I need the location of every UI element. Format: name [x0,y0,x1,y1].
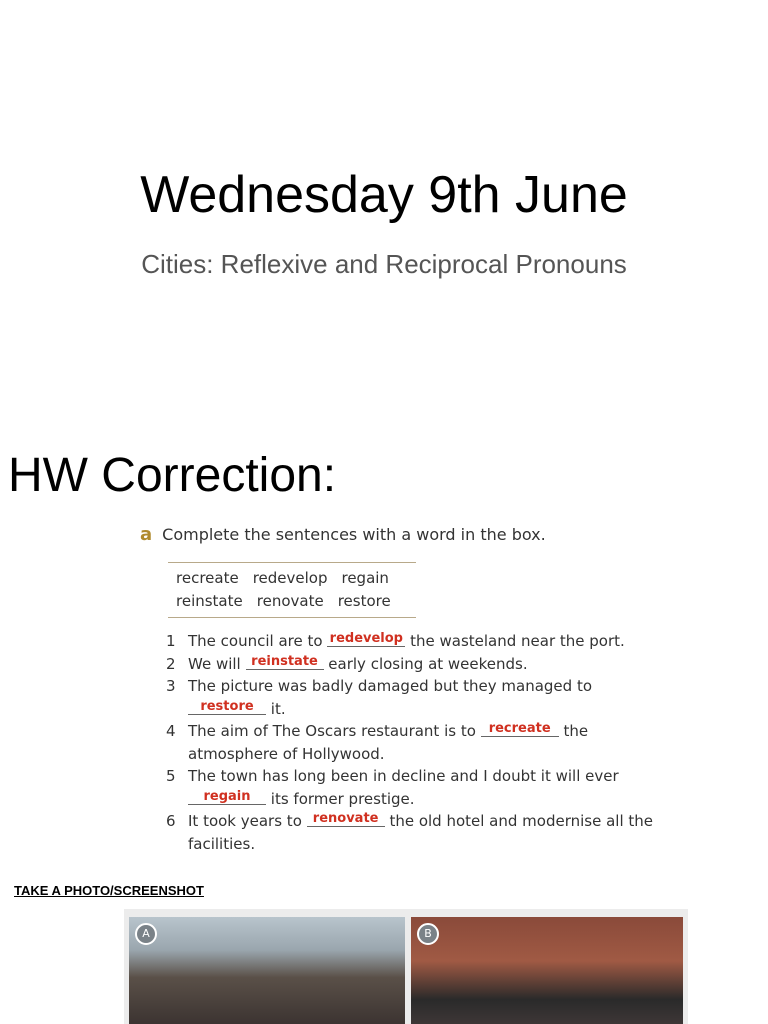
slide-subtitle: Cities: Reflexive and Reciprocal Pronouns [141,249,627,279]
sentence-before: It took years to [188,812,302,830]
word-box-row [176,567,416,590]
sentence-text [188,675,660,720]
word-box-item: recreate [176,569,239,587]
exercise-header [140,524,660,550]
sentence-text [188,630,660,653]
word-box [168,562,416,618]
word-box-row [176,590,416,613]
word-box-item: regain [341,569,389,587]
sentence-after: its former prestige. [270,789,415,808]
sentence-after: the atmosphere of Hollywood. [188,722,589,763]
sentence-after: it. [270,699,286,718]
sentence-number: 5 [166,767,176,785]
sentence-item [140,675,660,720]
sentence-number: 2 [166,654,176,673]
section-heading: HW Correction: [8,449,337,502]
sentence-after: the old hotel and modernise all the facilities. [188,812,654,853]
word-box-item: renovate [256,592,324,610]
sentence-item [140,630,660,653]
exercise-instruction: Complete the sentences with a word in the box. [162,525,546,544]
photo-badge: A [135,923,157,945]
word-box-item: reinstate [176,592,243,610]
sentence-before: The council are to [188,632,323,650]
sentence-before: The aim of The Oscars restaurant is to [188,722,476,740]
sentence-number: 6 [166,812,176,830]
answer-blank: restore [188,699,266,715]
photo-a-crowd-street [129,917,405,1024]
exercise-a [140,524,660,855]
sentence-list [140,630,660,855]
photo-b-people-sitting [411,917,683,1024]
exercise-letter: a [140,524,153,545]
take-photo-instruction: TAKE A PHOTO/SCREENSHOT [14,883,204,898]
answer-blank: recreate [481,721,559,737]
sentence-text [188,810,660,855]
sentence-before: The town has long been in decline and I doubt it will ever [188,767,619,785]
word-box-item: restore [337,592,391,610]
sentence-after: early closing at weekends. [328,654,528,673]
sentence-after: the wasteland near the port. [410,632,625,650]
sentence-number: 4 [166,722,176,740]
sentence-before: The picture was badly damaged but they managed to [188,677,593,695]
sentence-text [188,720,660,765]
answer-blank: reinstate [246,654,324,670]
answer-blank: redevelop [327,631,405,647]
sentence-text [188,653,660,676]
sentence-before: We will [188,654,241,673]
photo-strip [124,909,688,1024]
slide-title: Wednesday 9th June [140,166,628,224]
sentence-text [188,765,660,810]
photo-badge: B [417,923,439,945]
sentence-item [140,810,660,855]
answer-blank: renovate [307,811,385,827]
sentence-item [140,720,660,765]
sentence-number: 1 [166,632,176,650]
word-box-item: redevelop [252,569,328,587]
answer-blank: regain [188,789,266,805]
sentence-item [140,653,660,676]
sentence-item [140,765,660,810]
sentence-number: 3 [166,677,176,695]
